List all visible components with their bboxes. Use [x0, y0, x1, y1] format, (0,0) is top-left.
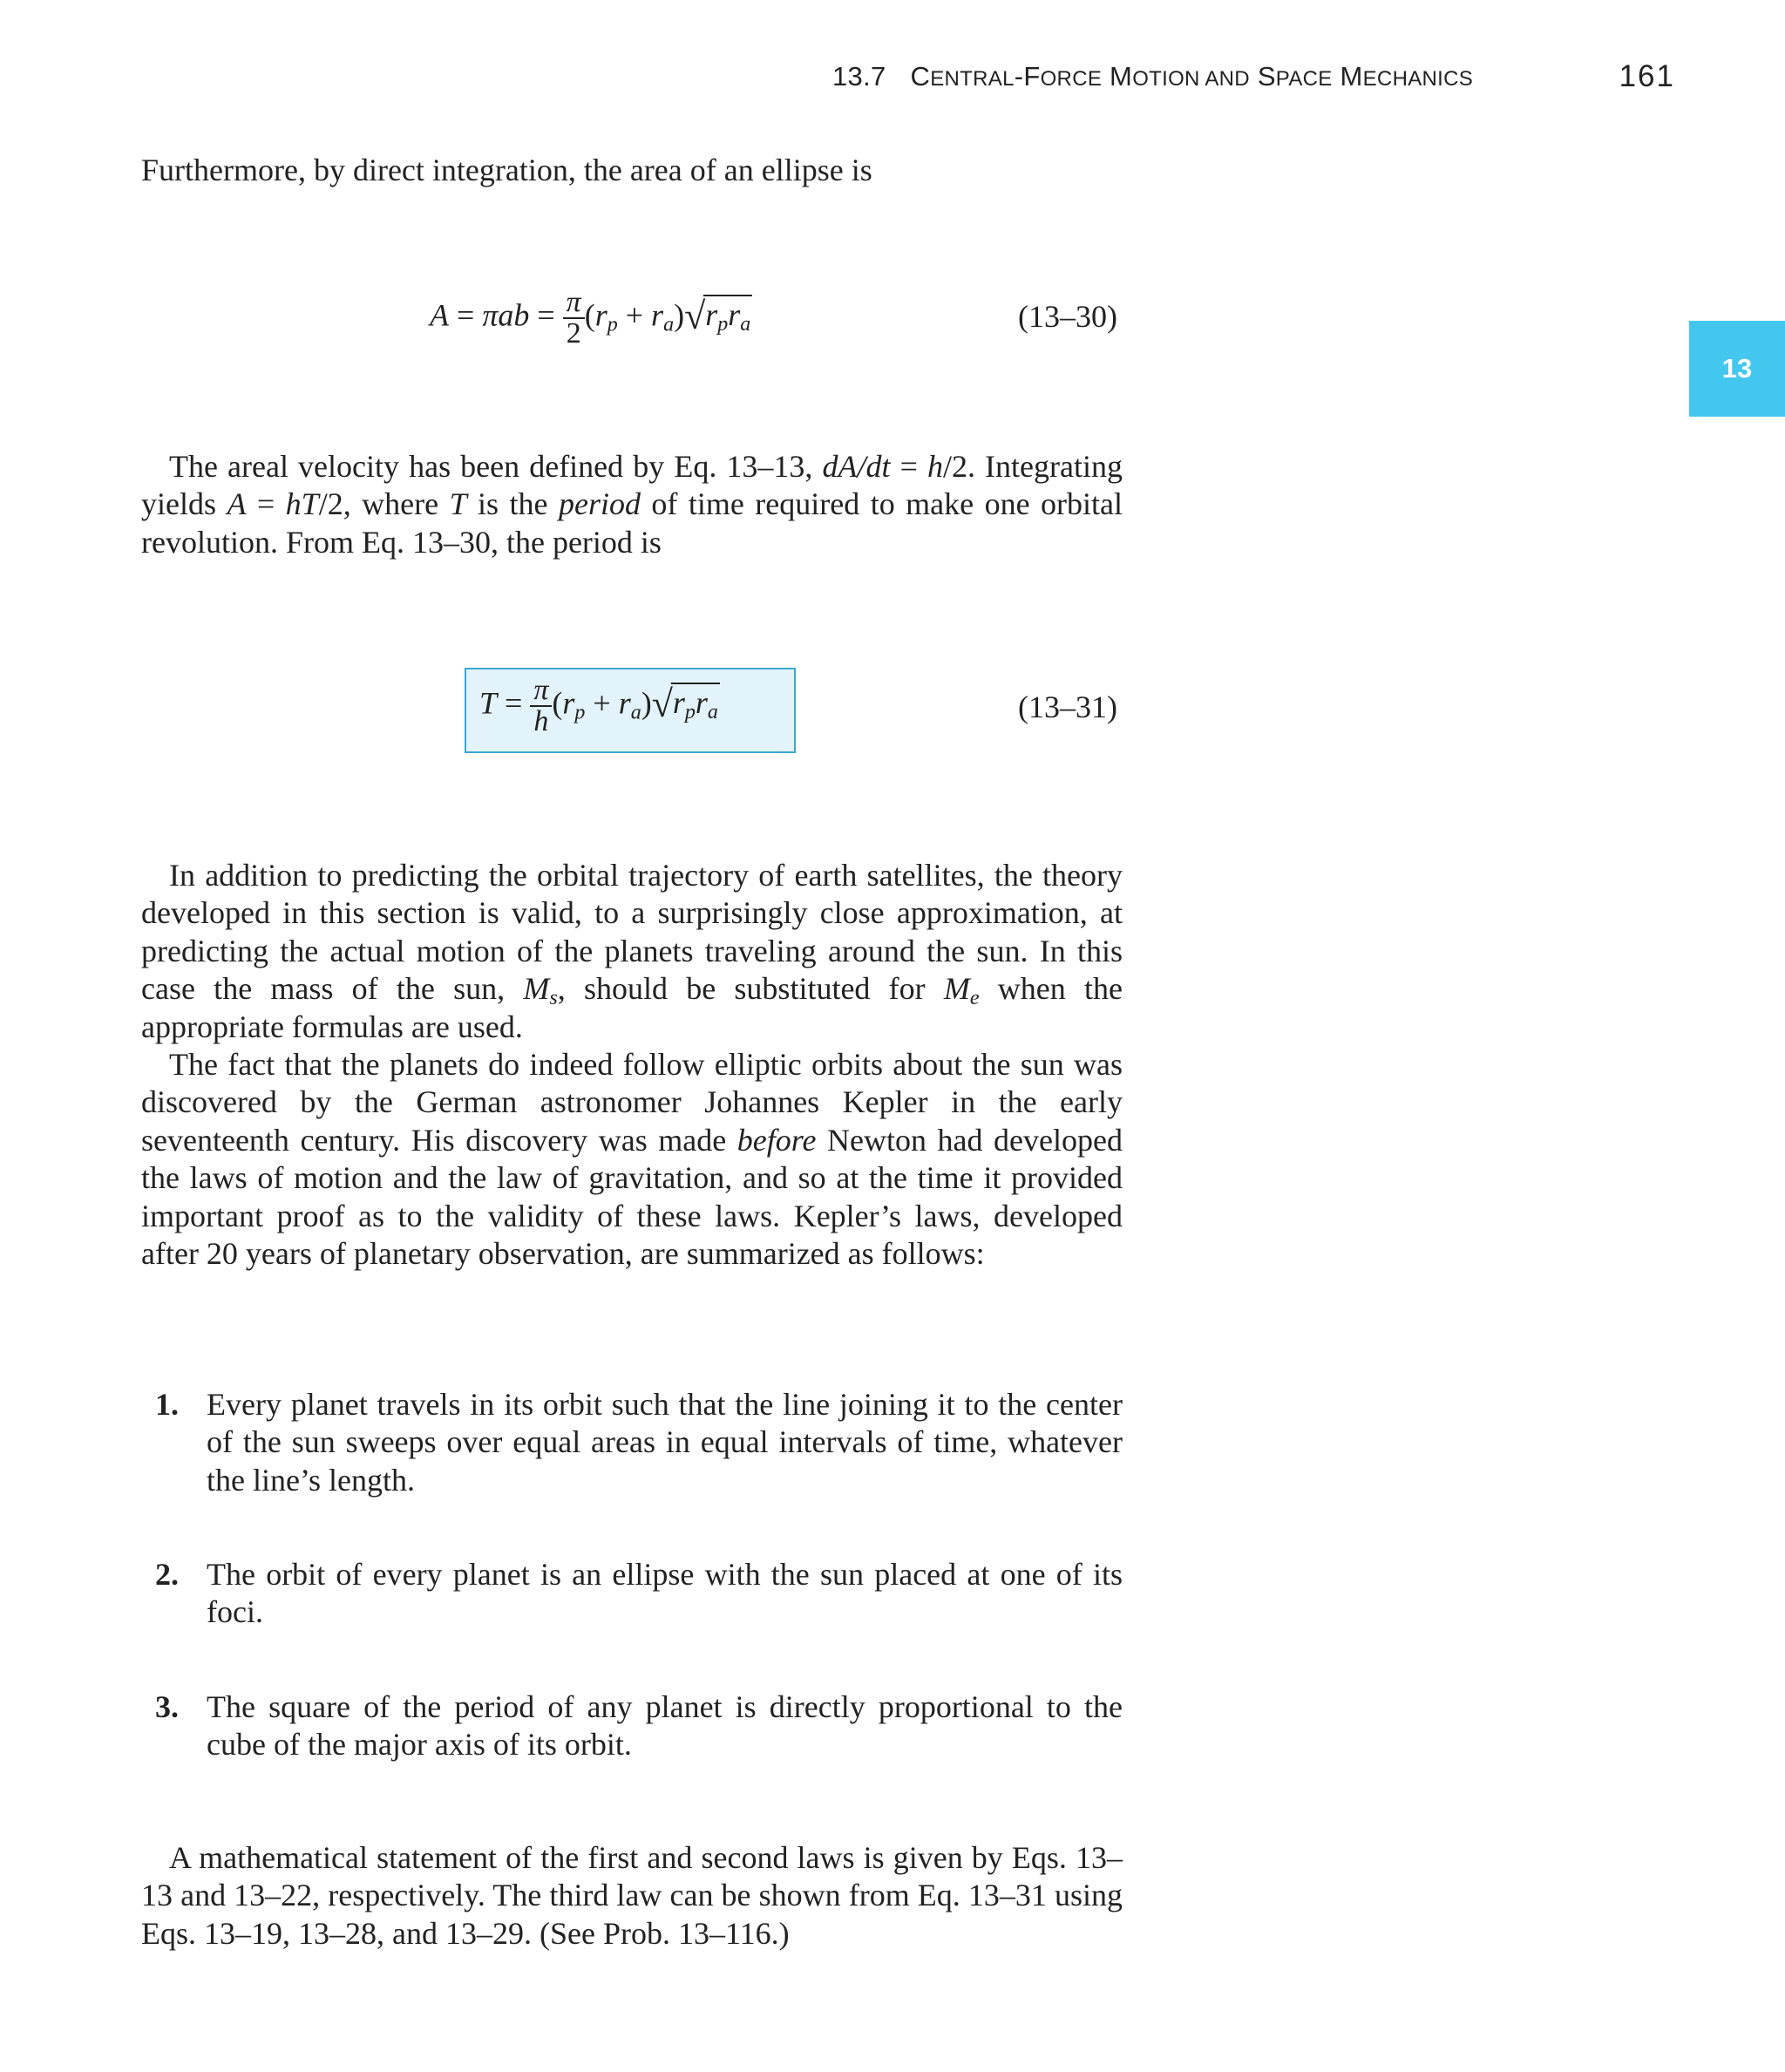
paragraph-areal-velocity [141, 448, 1123, 561]
paragraph-mathematical-statement [141, 1839, 1123, 1953]
eq-paren: ) [674, 297, 685, 333]
eq-subscript: p [684, 701, 696, 724]
paragraph-text: A mathematical statement of the first and second laws is given by Eqs. 13–13 and 13–22, respectively. The third law can be shown from Eq. 13–31 using Eqs. 13–19, 13–28, and 13–29. (See Prob. 13–116.) [141, 1840, 1123, 1951]
eq-operator: + [585, 685, 619, 721]
eq-symbol: r [672, 685, 685, 721]
eq-paren: ) [641, 685, 652, 721]
eq-symbol: r [594, 297, 607, 333]
radical-sign: √ [651, 683, 673, 726]
section-title: CENTRAL-FORCE MOTION AND SPACE MECHANICS [910, 61, 1474, 92]
list-item [155, 1688, 1123, 1764]
eq-paren: ( [584, 297, 595, 333]
list-item-text: Every planet travels in its orbit such that the line joining it to the center of the sun sweeps over equal areas in equal intervals of time, whatever the line’s length. [207, 1387, 1123, 1498]
text-run: In addition to predicting the orbital trajectory of earth satellites, the theory developed in this section is valid, to a surprisingly close approximation, at predicting the actual motion of the planets traveling around the sun. In this case the mass of the sun, [141, 858, 1123, 1007]
math-inline: h [926, 449, 943, 484]
paragraph-text [141, 448, 1123, 561]
text-run: when the appropriate formulas are used. [141, 971, 1123, 1044]
eq-paren: ( [552, 685, 563, 721]
text-run: /2. Integrating yields [141, 449, 1123, 522]
text-run: The areal velocity has been defined by Eq. 13–13, [169, 449, 823, 484]
eq-operator: = [529, 297, 563, 333]
paragraph-text [141, 1046, 1123, 1273]
math-inline: T [449, 486, 467, 522]
eq-subscript: a [630, 701, 641, 724]
list-number: 1. [155, 1387, 179, 1422]
radicand [703, 295, 752, 336]
text-run: = [246, 486, 286, 522]
list-item-text: The square of the period of any planet is directly proportional to the cube of the major axis of its orbit. [207, 1689, 1123, 1763]
equation-13-30 [430, 288, 752, 349]
fraction [563, 288, 585, 349]
text-run: of time required to make one orbital revolution. From Eq. 13–30, the period is [141, 486, 1123, 560]
list-number: 3. [155, 1689, 179, 1724]
eq-operator: = [497, 685, 531, 721]
eq-subscript: s [549, 987, 558, 1010]
math-inline: hT [285, 486, 319, 522]
math-inline: A [227, 486, 247, 522]
emphasis-text: period [558, 486, 641, 522]
emphasis-text: before [736, 1122, 817, 1158]
eq-operator: + [617, 297, 652, 333]
eq-subscript: a [707, 701, 718, 724]
eq-symbol: A [430, 297, 449, 333]
fraction-denominator: 2 [566, 317, 581, 350]
eq-symbol: πab [482, 297, 530, 333]
math-inline: M [943, 971, 970, 1007]
list-item [155, 1556, 1123, 1632]
eq-subscript: p [717, 313, 729, 336]
fraction-numerator: π [530, 676, 552, 707]
eq-symbol: T [479, 685, 498, 721]
eq-subscript: a [663, 313, 675, 336]
eq-symbol: r [651, 297, 664, 333]
paragraph-text [141, 857, 1123, 1046]
text-run: The fact that the planets do indeed follow elliptic orbits about the sun was discovered by the German astronomer Johannes Kepler in the early seventeenth century. His discovery was made [141, 1047, 1123, 1158]
radical-sign: √ [684, 295, 706, 338]
list-item [155, 1386, 1123, 1499]
equation-13-31 [479, 676, 720, 737]
eq-symbol: r [562, 685, 575, 721]
paragraph-text: Furthermore, by direct integration, the area of an ellipse is [141, 153, 872, 187]
text-run: , should be substituted for [557, 971, 944, 1007]
section-number: 13.7 [832, 61, 886, 92]
eq-symbol: r [695, 685, 708, 721]
fraction-denominator: h [533, 705, 549, 737]
eq-operator: = [449, 297, 483, 333]
fraction [530, 676, 552, 737]
math-inline: M [523, 971, 550, 1007]
square-root [652, 682, 720, 726]
text-run: /2, where [318, 486, 450, 522]
eq-symbol: r [618, 685, 631, 721]
text-run: is the [466, 486, 559, 522]
eq-subscript: p [574, 701, 586, 724]
text-run: = [890, 449, 927, 484]
eq-subscript: p [607, 313, 618, 336]
paragraph-intro [141, 152, 1123, 189]
paragraph-planets [141, 857, 1123, 1273]
fraction-numerator: π [563, 288, 585, 319]
text-run: Newton had developed the laws of motion and the law of gravitation, and so at the time it provided important proof as to the validity of these laws. Kepler’s laws, developed after 20 years of planetary observation, are summarized as follows: [141, 1122, 1123, 1272]
eq-symbol: r [705, 297, 718, 333]
square-root [684, 294, 752, 338]
eq-symbol: r [728, 297, 741, 333]
math-inline: dA/dt [822, 449, 891, 484]
radicand [671, 683, 720, 724]
list-item-text: The orbit of every planet is an ellipse with the sun placed at one of its foci. [207, 1557, 1123, 1630]
equation-number: (13–31) [1018, 690, 1117, 724]
running-head [832, 61, 1473, 92]
chapter-tab: 13 [1689, 321, 1785, 417]
eq-subscript: a [740, 313, 751, 336]
eq-subscript: e [969, 987, 980, 1010]
list-number: 2. [155, 1557, 179, 1592]
equation-number: (13–30) [1018, 299, 1117, 334]
page-number: 161 [1619, 59, 1675, 93]
